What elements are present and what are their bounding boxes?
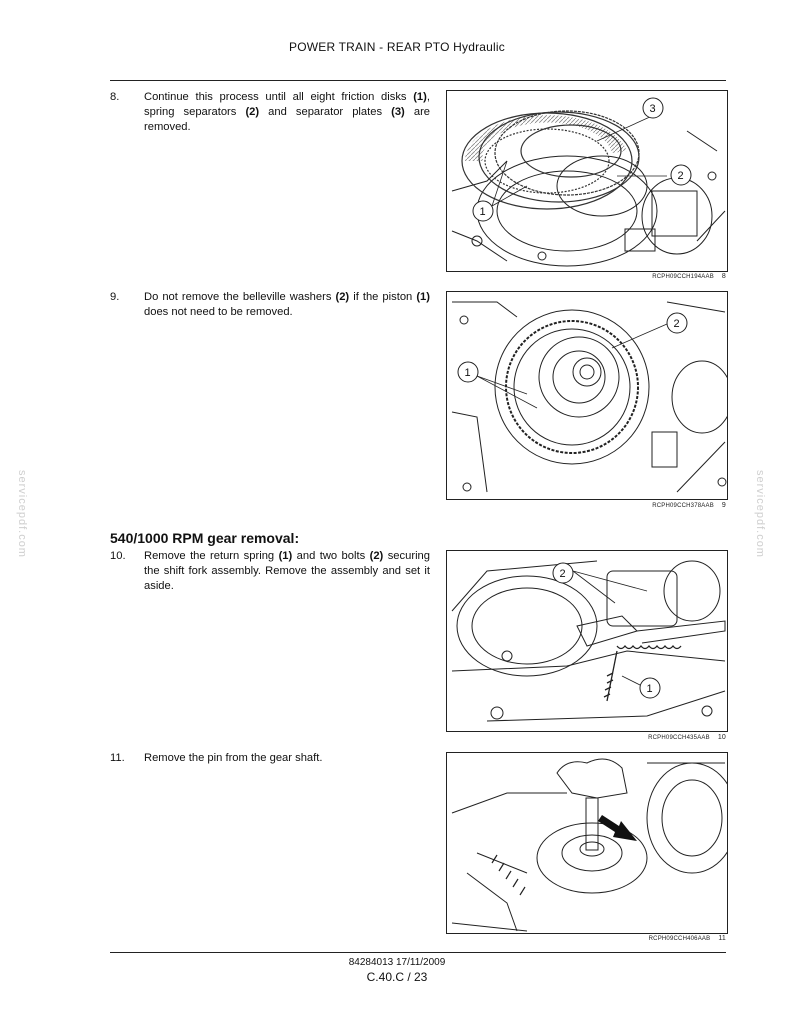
figure-11-caption: [436, 935, 726, 942]
page-header-title: POWER TRAIN - REAR PTO Hydraulic: [289, 40, 505, 54]
figure-caption-code: RCPH09CCH406AAB: [648, 936, 711, 942]
figure-8-image: [446, 90, 728, 272]
figure-10-caption: [436, 734, 726, 741]
step-number: 11.: [110, 752, 125, 764]
figure-9-image: [446, 291, 728, 500]
step-text: Continue this process until all eight friction disks (1), spring separators (2) and separator plates (3) are removed.: [144, 91, 431, 133]
footer-document-code: 84284013 17/11/2009: [348, 957, 446, 968]
watermark-right: servicepdf.com: [754, 470, 766, 558]
step-8: [110, 90, 430, 135]
footer-rule: [110, 952, 726, 953]
callout-1: 1: [464, 367, 471, 379]
watermark-left: servicepdf.com: [16, 470, 28, 558]
figure-caption-code: RCPH09CCH435AAB: [648, 735, 710, 741]
callout-1: 1: [646, 683, 653, 695]
callout-2: 2: [677, 170, 684, 182]
callout-3: 3: [649, 103, 656, 115]
callout-1: 1: [479, 206, 486, 218]
step-text: Remove the return spring (1) and two bolts (2) securing the shift fork assembly. Remove the assembly and set it aside.: [144, 550, 430, 592]
step-10: [110, 549, 430, 594]
figure-10-image: [446, 550, 728, 732]
figure-11-image: [446, 752, 728, 934]
callout-2: 2: [673, 318, 680, 330]
step-11: [110, 751, 430, 766]
figure-number: 10: [717, 734, 726, 741]
section-heading: 540/1000 RPM gear removal:: [110, 530, 300, 546]
figure-number: 8: [721, 273, 726, 280]
figure-number: 9: [721, 502, 726, 509]
figure-caption-code: RCPH09CCH378AAB: [652, 503, 714, 509]
figure-8-caption: [436, 273, 726, 280]
step-number: 10.: [110, 550, 126, 562]
step-number: 8.: [110, 91, 120, 103]
header-rule: [110, 80, 726, 81]
callout-2: 2: [559, 568, 566, 580]
step-text: Remove the pin from the gear shaft.: [144, 752, 323, 764]
figure-caption-code: RCPH09CCH194AAB: [652, 274, 714, 280]
step-9: [110, 290, 430, 320]
step-text: Do not remove the belleville washers (2) if the piston (1) does not need to be removed.: [144, 291, 430, 318]
step-number: 9.: [110, 291, 120, 303]
figure-9-caption: [436, 502, 726, 509]
footer-page-number: C.40.C / 23: [366, 970, 428, 984]
figure-number: 11: [718, 935, 726, 942]
